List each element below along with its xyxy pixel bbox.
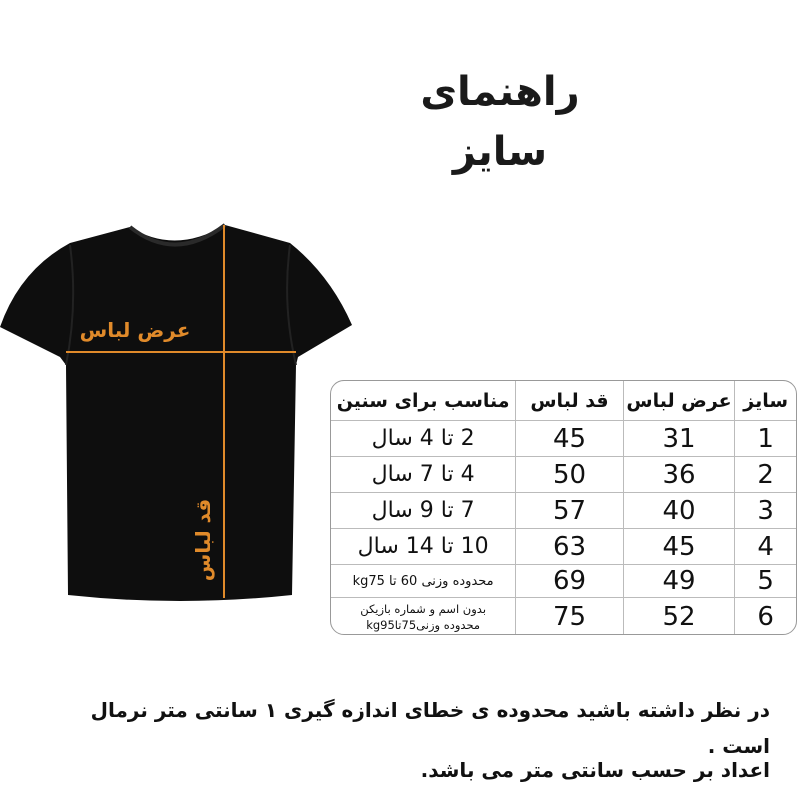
cell-length: 57 xyxy=(515,493,623,528)
cell-size: 1 xyxy=(734,421,796,456)
header-size: سایز xyxy=(734,381,796,420)
table-row xyxy=(331,457,796,493)
cell-age: 2 تا 4 سال xyxy=(371,426,475,451)
table-row xyxy=(331,529,796,565)
cell-length: 75 xyxy=(515,598,623,635)
measurement-error-note: در نظر داشته باشید محدوده ی خطای اندازه گیری ۱ سانتی متر نرمال است . xyxy=(90,698,770,758)
cell-width: 31 xyxy=(623,421,735,456)
tshirt-shape xyxy=(0,225,352,601)
cell-length: 63 xyxy=(515,529,623,564)
cell-age xyxy=(331,598,515,635)
length-label: قد لباس xyxy=(191,498,215,582)
size-chart-table xyxy=(330,380,797,635)
cell-width: 36 xyxy=(623,457,735,492)
width-label: عرض لباس xyxy=(79,318,191,342)
cell-age: 10 تا 14 سال xyxy=(357,534,489,559)
age-note-line2: محدوده وزنی75تاkg95 xyxy=(366,618,481,632)
cell-length: 69 xyxy=(515,565,623,597)
cell-size: 3 xyxy=(734,493,796,528)
cell-age: 7 تا 9 سال xyxy=(371,498,475,523)
cell-width: 40 xyxy=(623,493,735,528)
tshirt-svg xyxy=(0,215,360,615)
tshirt-illustration xyxy=(0,215,360,615)
header-length: قد لباس xyxy=(515,381,623,420)
cell-age: 4 تا 7 سال xyxy=(371,462,475,487)
cell-size: 5 xyxy=(734,565,796,597)
cell-age: محدوده وزنی 60 تا kg75 xyxy=(352,573,494,589)
table-row xyxy=(331,598,796,635)
table-row xyxy=(331,565,796,598)
cell-length: 45 xyxy=(515,421,623,456)
cell-size: 6 xyxy=(734,598,796,635)
header-age: مناسب برای سنین xyxy=(336,389,510,412)
header-width: عرض لباس xyxy=(623,381,735,420)
cell-width: 49 xyxy=(623,565,735,597)
cell-width: 45 xyxy=(623,529,735,564)
units-note: اعداد بر حسب سانتی متر می باشد. xyxy=(420,758,770,782)
cell-width: 52 xyxy=(623,598,735,635)
cell-size: 4 xyxy=(734,529,796,564)
table-row xyxy=(331,493,796,529)
cell-length: 50 xyxy=(515,457,623,492)
cell-size: 2 xyxy=(734,457,796,492)
table-row xyxy=(331,421,796,457)
age-note-line1: بدون اسم و شماره بازیکن xyxy=(360,602,487,616)
page-title: راهنمای سایز xyxy=(420,69,580,175)
table-header-row xyxy=(331,381,796,421)
